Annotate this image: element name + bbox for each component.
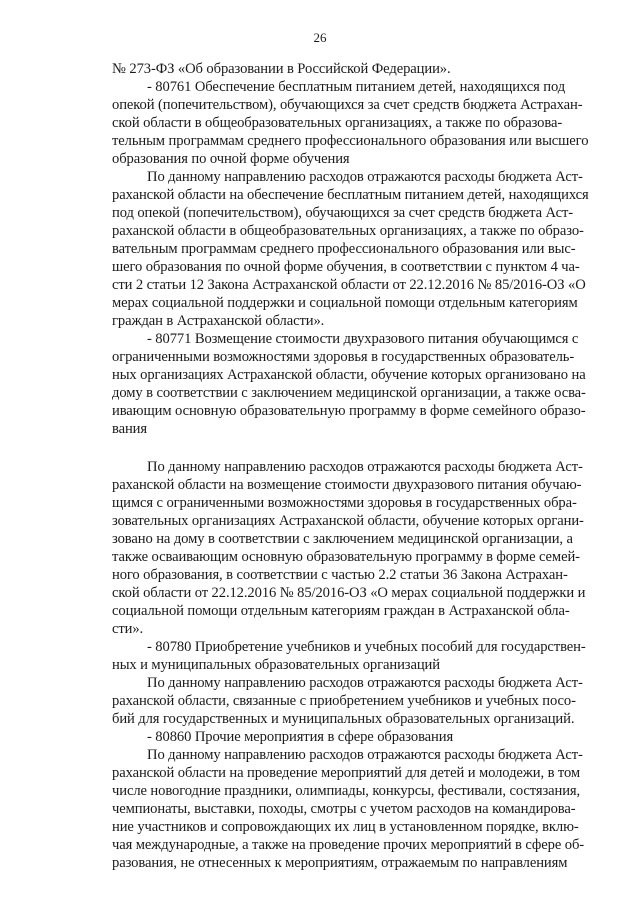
text-line: чая международные, а также на проведение прочих мероприятий в сфере об- <box>112 837 585 853</box>
text-line: ивающим основную образовательную программу в форме семейного образо- <box>112 403 586 419</box>
text-line: числе новогодние праздники, олимпиады, конкурсы, фестивали, состязания, <box>112 783 581 799</box>
text-line: мерах социальной поддержки и социальной помощи отдельным категориям <box>112 295 578 311</box>
text-line: социальной помощи отдельным категориям граждан в Астраханской обла- <box>112 603 570 619</box>
text-line: ного образования, в соответствии с частью 2.2 статьи 36 Закона Астрахан- <box>112 567 568 583</box>
text-line: тельным программам среднего профессионального образования или высшего <box>112 133 589 149</box>
text-line: - 80860 Прочие мероприятия в сфере образования <box>147 729 454 745</box>
text-line: ных организациях Астраханской области, обучение которых организовано на <box>112 367 586 383</box>
text-line: граждан в Астраханской области». <box>112 313 325 329</box>
text-line: под опекой (попечительством), обучающихся за счет средств бюджета Аст- <box>112 205 574 221</box>
text-line: вания <box>112 421 148 437</box>
text-line: также осваивающим основную образовательную программу в форме семей- <box>112 549 580 565</box>
text-line: раханской области на обеспечение бесплатным питанием детей, находящихся <box>112 187 589 203</box>
text-line: По данному направлению расходов отражаются расходы бюджета Аст- <box>147 459 583 475</box>
text-line: раханской области на возмещение стоимости двухразового питания обучаю- <box>112 477 582 493</box>
text-line: По данному направлению расходов отражаются расходы бюджета Аст- <box>147 169 583 185</box>
text-line: шего образования по очной форме обучения, в соответствии с пунктом 4 ча- <box>112 259 580 275</box>
text-line: раханской области в общеобразовательных организациях, а также по образо- <box>112 223 584 239</box>
text-line: ных и муниципальных образовательных организаций <box>112 657 440 673</box>
text-line: По данному направлению расходов отражаются расходы бюджета Аст- <box>147 747 583 763</box>
text-line: чемпионаты, выставки, походы, смотры с учетом расходов на командирова- <box>112 801 576 817</box>
text-line: - 80761 Обеспечение бесплатным питанием детей, находящихся под <box>147 79 566 95</box>
text-line: ние участников и сопровождающих их лиц в установленном порядке, вклю- <box>112 819 579 835</box>
text-line: ской области от 22.12.2016 № 85/2016-ОЗ «О мерах социальной поддержки и <box>112 585 586 601</box>
text-line: дому в соответствии с заключением медицинской организации, а также осва- <box>112 385 586 401</box>
page-number: 26 <box>313 30 327 45</box>
text-line: опекой (попечительством), обучающихся за счет средств бюджета Астрахан- <box>112 97 583 113</box>
text-line: бий для государственных и муниципальных образовательных организаций. <box>112 711 575 727</box>
text-line: раханской области, связанные с приобретением учебников и учебных посо- <box>112 693 576 709</box>
text-line: вательным программам среднего профессионального образования или выс- <box>112 241 576 257</box>
text-line: образования по очной форме обучения <box>112 151 350 167</box>
text-line: - 80780 Приобретение учебников и учебных пособий для государствен- <box>147 639 586 655</box>
text-line: ограниченными возможностями здоровья в государственных образователь- <box>112 349 575 365</box>
text-line: № 273-ФЗ «Об образовании в Российской Федерации». <box>112 61 451 77</box>
text-line: щимся с ограниченными возможностями здоровья в государственных обра- <box>112 495 577 511</box>
text-line: По данному направлению расходов отражаются расходы бюджета Аст- <box>147 675 583 691</box>
text-line: сти 2 статьи 12 Закона Астраханской области от 22.12.2016 № 85/2016-ОЗ «О <box>112 277 586 293</box>
text-line: раханской области на проведение мероприятий для детей и молодежи, в том <box>112 765 581 781</box>
text-line: ской области в общеобразовательных организациях, а также по образова- <box>112 115 563 131</box>
text-line: зовательных организациях Астраханской области, обучение которых органи- <box>112 513 584 529</box>
text-line: сти». <box>112 621 144 637</box>
text-line: разования, не отнесенных к мероприятиям, отражаемым по направлениям <box>112 855 568 871</box>
text-line: - 80771 Возмещение стоимости двухразового питания обучающимся с <box>147 331 579 347</box>
text-line: зовано на дому в соответствии с заключением медицинской организации, а <box>112 531 573 547</box>
